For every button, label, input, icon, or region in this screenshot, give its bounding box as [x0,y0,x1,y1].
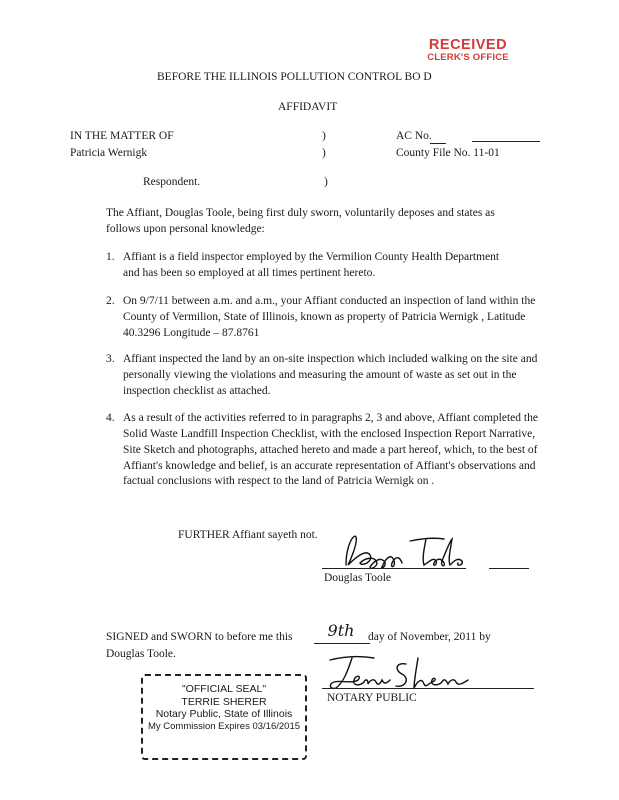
sworn-name: Douglas Toole. [106,648,176,660]
paragraph-4 [106,411,541,490]
sworn-suffix: day of November, 2011 by [368,631,491,643]
paragraph-3-number: 3. [106,353,115,365]
board-heading: BEFORE THE ILLINOIS POLLUTION CONTROL BO D [157,71,432,83]
intro-text: The Affiant, Douglas Toole, being first duly sworn, voluntarily deposes and states as follows upon personal knowledge: [106,207,495,235]
intro-paragraph [106,206,518,238]
notary-signature-line [322,688,534,689]
paragraph-1-text: Affiant is a field inspector employed by the Vermilion County Health Department and has been so employed at all times pertinent hereto. [123,251,500,279]
seal-notary-name: TERRIE SHERER [181,695,267,708]
stamp-received: RECEIVED [428,37,508,53]
paragraph-1 [106,250,515,282]
seal-state: Notary Public, State of Illinois [155,708,293,721]
party-name: Patricia Wernigk [70,147,148,159]
caption-bracket-3: ) [324,176,328,188]
sworn-day: 9th [327,621,355,640]
paragraph-3-text: Affiant inspected the land by an on-site inspection which included walking on the site and personally viewing the violations and measuring the amount of waste as set out in the inspection checklist as attached. [123,353,538,397]
ac-number-label: AC No. [396,130,432,142]
ac-number-blank-1 [430,143,446,144]
county-file-number: County File No. 11-01 [396,147,500,159]
sworn-day-line [314,643,370,644]
affiant-signature [340,527,470,573]
seal-commission-expiry: My Commission Expires 03/16/2015 [147,720,301,732]
seal-title: "OFFICIAL SEAL" [181,683,267,695]
paragraph-4-number: 4. [106,412,115,424]
paragraph-2-number: 2. [106,295,115,307]
stamp-clerks-office: CLERK'S OFFICE [427,52,509,64]
respondent-label: Respondent. [143,176,201,188]
received-stamp [416,38,520,63]
affiant-signature-line-extension [489,568,529,569]
notary-public-label: NOTARY PUBLIC [327,692,417,704]
sworn-prefix: SIGNED and SWORN to before me this [106,631,293,643]
paragraph-4-text: As a result of the activities referred to in paragraphs 2, 3 and above, Affiant completed the Solid Waste Landfill Inspection Checklist, with the enclosed Inspection Report Narrative, Site Sketch and photographs, attached hereto and made a part hereof, which, to the best of Affiant's knowledge and belief, is an accurate representation of Affiant's observations and factual conclusions with respect to the land of Patricia Wernigk on . [123,412,538,488]
paragraph-2 [106,294,541,342]
matter-of-label: IN THE MATTER OF [70,130,174,142]
affiant-printed-name: Douglas Toole [324,572,392,584]
further-statement: FURTHER Affiant sayeth not. [178,529,318,541]
document-title: AFFIDAVIT [278,101,338,113]
caption-bracket-1: ) [322,130,326,142]
official-seal [141,674,307,760]
caption-bracket-2: ) [322,147,326,159]
paragraph-3 [106,352,541,400]
paragraph-1-number: 1. [106,251,115,263]
ac-number-blank-2 [472,141,540,142]
affiant-signature-line [322,568,466,569]
paragraph-2-text: On 9/7/11 between a.m. and a.m., your Affiant conducted an inspection of land within the County of Vermilion, State of Illinois, known as property of Patricia Wernigk , Latitude 40.3296 Longitude – 87.8761 [123,295,536,339]
